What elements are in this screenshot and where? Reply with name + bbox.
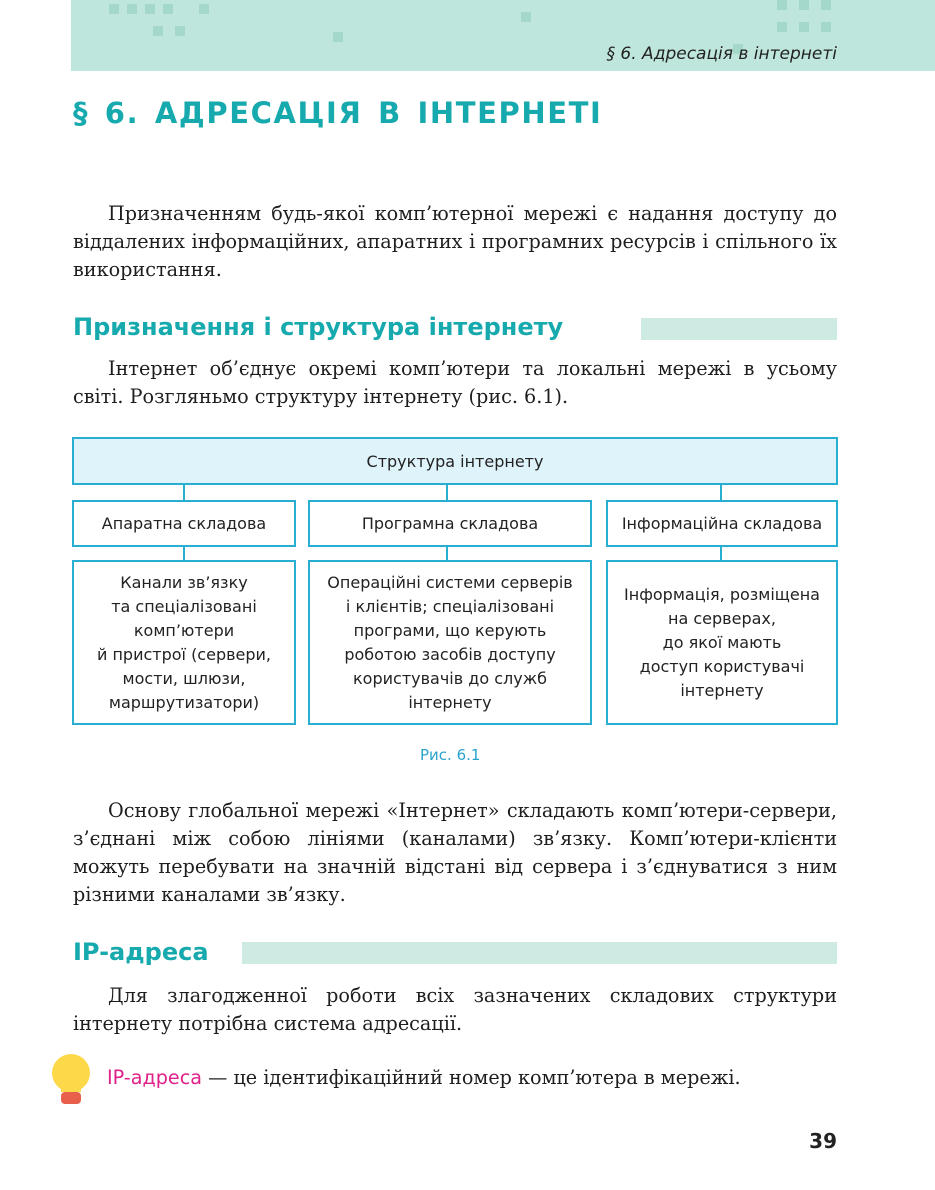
decor-square xyxy=(777,22,787,32)
hardware-title: Апаратна складова xyxy=(101,514,267,533)
section-heading-bar xyxy=(242,942,837,964)
section-heading-bar xyxy=(641,318,837,340)
definition-term: IP-адреса xyxy=(107,1066,203,1089)
desc-line: і клієнтів; спеціалізовані xyxy=(345,596,555,616)
diagram-hardware-title-box xyxy=(72,500,296,547)
decor-square xyxy=(799,22,809,32)
decor-square xyxy=(799,0,809,10)
desc-line: до якої мають xyxy=(662,632,782,652)
decor-square xyxy=(175,26,185,36)
decor-square xyxy=(163,4,173,14)
servers-paragraph: Основу глобальної мережі «Інтернет» складають комп’ютери-сервери, з’єднані між собою лініями (каналами) зв’язку. Комп’ютери-клієнти можуть перебувати на значній відстані від сервера і з’єднуватися з ним різними каналами зв’язку. xyxy=(73,799,837,906)
figure-caption: Рис. 6.1 xyxy=(420,746,481,764)
diagram-software-desc-box xyxy=(308,560,592,725)
desc-line: Операційні системи серверів xyxy=(327,572,573,592)
connector-line xyxy=(446,485,448,500)
section-heading-ip: IP-адреса xyxy=(73,938,209,966)
desc-line: маршрутизатори) xyxy=(108,692,260,712)
desc-line: Інформація, розміщена xyxy=(624,584,820,604)
page-number: 39 xyxy=(809,1129,837,1153)
decor-square xyxy=(145,4,155,14)
lightbulb-icon xyxy=(50,1052,92,1108)
structure-paragraph: Інтернет об’єднує окремі комп’ютери та локальні мережі в усьому світі. Розгляньмо структуру інтернету (рис. 6.1). xyxy=(73,357,837,408)
desc-line: користувачів до служб xyxy=(353,668,547,688)
connector-line xyxy=(183,547,185,560)
ip-definition xyxy=(107,1064,741,1092)
software-title: Програмна складова xyxy=(361,514,539,533)
decor-square xyxy=(153,26,163,36)
decor-square xyxy=(821,0,831,10)
desc-line: мости, шлюзи, xyxy=(122,668,246,688)
connector-line xyxy=(183,485,185,500)
connector-line xyxy=(446,547,448,560)
decor-square xyxy=(521,12,531,22)
desc-line: на серверах, xyxy=(668,608,776,628)
desc-line: й пристрої (сервери, xyxy=(96,644,272,664)
diagram-root-box xyxy=(72,437,838,485)
diagram-software-title-box xyxy=(308,500,592,547)
definition-text: — це ідентифікаційний номер комп’ютера в мережі. xyxy=(202,1066,741,1089)
connector-line xyxy=(720,547,722,560)
running-head: § 6. Адресація в інтернеті xyxy=(606,44,837,64)
decor-square xyxy=(127,4,137,14)
desc-line: доступ користувачі xyxy=(639,656,805,676)
decor-square xyxy=(199,4,209,14)
chapter-title: § 6. АДРЕСАЦІЯ В ІНТЕРНЕТІ xyxy=(73,96,603,130)
ip-paragraph: Для злагодженної роботи всіх зазначених складових структури інтернету потрібна система адресації. xyxy=(73,984,837,1035)
desc-line: комп’ютери xyxy=(133,620,235,640)
desc-line: інтернету xyxy=(680,680,764,700)
diagram-information-title-box xyxy=(606,500,838,547)
connector-line xyxy=(720,485,722,500)
decor-square xyxy=(821,22,831,32)
decor-square xyxy=(109,4,119,14)
diagram-hardware-desc-box xyxy=(72,560,296,725)
hardware-description xyxy=(93,571,275,715)
section-heading-structure: Призначення і структура інтернету xyxy=(73,313,564,341)
desc-line: роботою засобів доступу xyxy=(344,644,556,664)
desc-line: інтернету xyxy=(408,692,492,712)
decor-square xyxy=(333,32,343,42)
decor-square xyxy=(777,0,787,10)
information-title: Інформаційна складова xyxy=(621,514,823,533)
desc-line: Канали зв’язку xyxy=(120,572,248,592)
information-description xyxy=(620,583,824,703)
intro-paragraph: Призначенням будь-якої комп’ютерної мережі є надання доступу до віддалених інформаційних, апаратних і програмних ресурсів і спільного їх використання. xyxy=(73,202,837,281)
software-description xyxy=(323,571,576,715)
desc-line: програми, що керують xyxy=(353,620,547,640)
desc-line: та спеціалізовані xyxy=(111,596,257,616)
diagram-root-label: Структура інтернету xyxy=(366,451,544,471)
diagram-information-desc-box xyxy=(606,560,838,725)
